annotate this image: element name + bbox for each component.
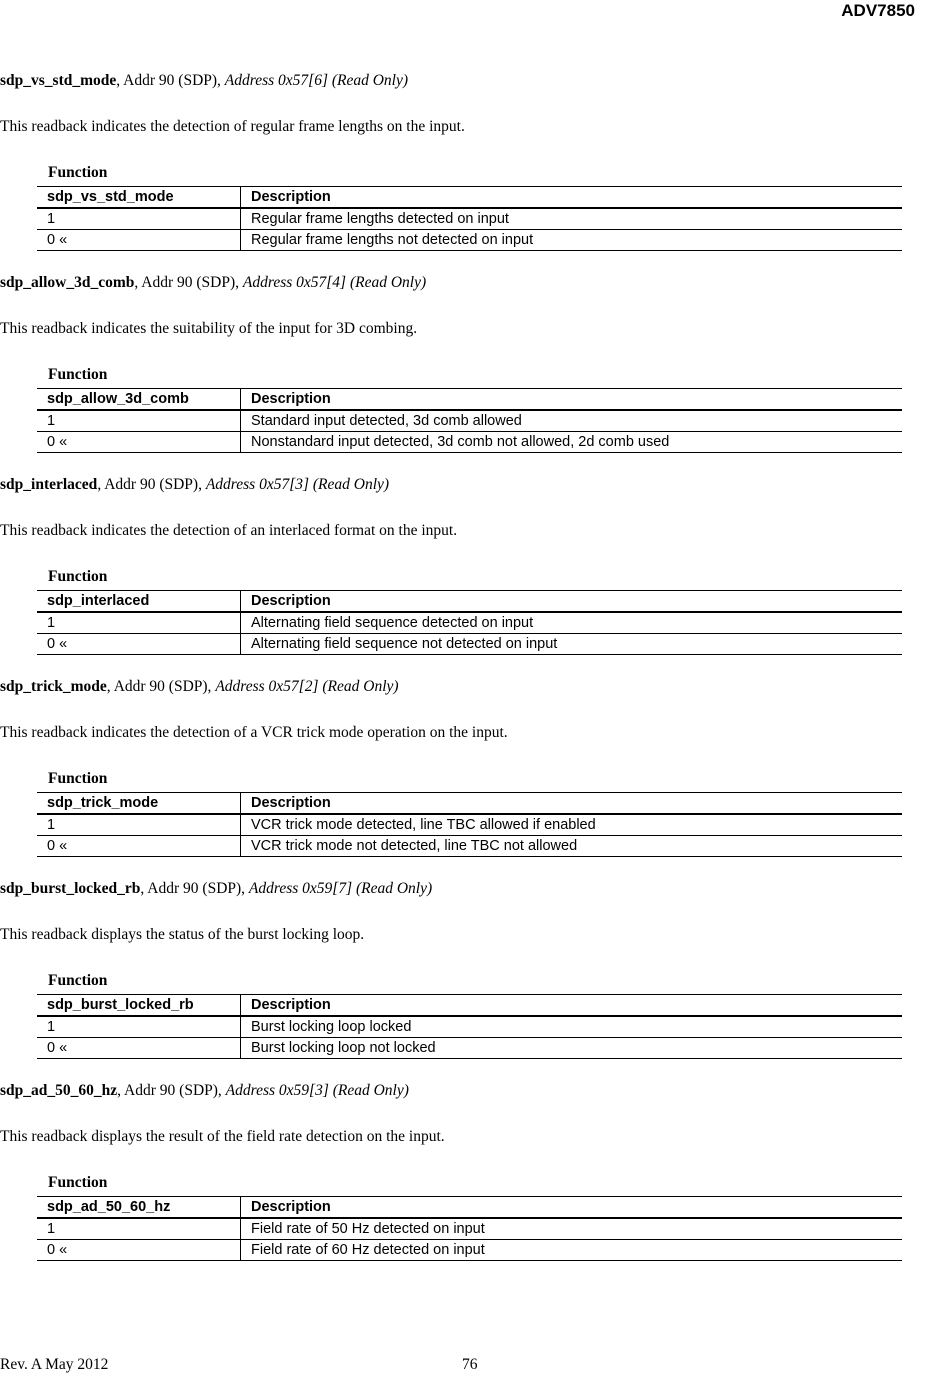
table-header-row: [37, 1197, 902, 1219]
table-row: [37, 1038, 902, 1059]
register-section: [0, 1080, 902, 1282]
function-label: Function: [48, 1174, 108, 1191]
row-value: 1: [37, 1218, 241, 1240]
register-description: This readback indicates the suitability of the input for 3D combing.: [0, 320, 418, 337]
register-name: sdp_ad_50_60_hz: [0, 1082, 118, 1099]
column-header-description: Description: [241, 1197, 903, 1219]
function-table: [37, 792, 902, 857]
row-description: VCR trick mode detected, line TBC allowed if enabled: [241, 814, 903, 836]
table-header-row: [37, 995, 902, 1017]
table-row: [37, 836, 902, 857]
register-description: This readback indicates the detection of regular frame lengths on the input.: [0, 118, 465, 135]
row-description: VCR trick mode not detected, line TBC not allowed: [241, 836, 903, 857]
table-row: [37, 410, 902, 432]
document-title: ADV7850: [841, 1, 915, 20]
function-table: [37, 186, 902, 251]
row-description: Regular frame lengths not detected on input: [241, 230, 903, 251]
table-row: [37, 432, 902, 453]
register-section: [0, 676, 902, 878]
row-value: 1: [37, 410, 241, 432]
register-description: This readback indicates the detection of an interlaced format on the input.: [0, 522, 458, 539]
row-value: 0 «: [37, 1038, 241, 1059]
column-header-description: Description: [241, 793, 903, 815]
table-row: [37, 814, 902, 836]
register-heading: [0, 474, 389, 496]
register-heading: [0, 878, 432, 900]
column-header-name: sdp_vs_std_mode: [37, 187, 241, 209]
row-description: Regular frame lengths detected on input: [241, 208, 903, 230]
register-section: [0, 474, 902, 676]
register-addr: , Addr 90 (SDP),: [116, 72, 225, 89]
function-label: Function: [48, 568, 108, 585]
row-description: Standard input detected, 3d comb allowed: [241, 410, 903, 432]
page-number: 76: [462, 1356, 478, 1373]
row-value: 0 «: [37, 230, 241, 251]
column-header-description: Description: [241, 389, 903, 411]
table-row: [37, 1016, 902, 1038]
table-row: [37, 1240, 902, 1261]
register-sections: [0, 70, 902, 1282]
column-header-description: Description: [241, 591, 903, 613]
row-value: 0 «: [37, 836, 241, 857]
register-name: sdp_allow_3d_comb: [0, 274, 135, 291]
function-table: [37, 590, 902, 655]
register-name: sdp_burst_locked_rb: [0, 880, 141, 897]
row-description: Burst locking loop locked: [241, 1016, 903, 1038]
row-description: Burst locking loop not locked: [241, 1038, 903, 1059]
function-label: Function: [48, 164, 108, 181]
register-addr: , Addr 90 (SDP),: [140, 880, 249, 897]
table-header-row: [37, 389, 902, 411]
column-header-name: sdp_interlaced: [37, 591, 241, 613]
function-label: Function: [48, 770, 108, 787]
table-row: [37, 230, 902, 251]
table-row: [37, 634, 902, 655]
table-header-row: [37, 591, 902, 613]
row-value: 1: [37, 814, 241, 836]
row-value: 0 «: [37, 634, 241, 655]
register-section: [0, 70, 902, 272]
column-header-name: sdp_allow_3d_comb: [37, 389, 241, 411]
register-heading: [0, 1080, 409, 1102]
table-row: [37, 1218, 902, 1240]
row-value: 1: [37, 1016, 241, 1038]
register-address: Address 0x57[2] (Read Only): [215, 678, 399, 695]
register-addr: , Addr 90 (SDP),: [134, 274, 243, 291]
register-address: Address 0x57[6] (Read Only): [224, 72, 409, 89]
register-section: [0, 272, 902, 474]
column-header-name: sdp_ad_50_60_hz: [37, 1197, 241, 1219]
row-value: 0 «: [37, 1240, 241, 1261]
column-header-description: Description: [241, 187, 903, 209]
register-heading: [0, 272, 426, 294]
register-heading: [0, 70, 408, 92]
register-heading: [0, 676, 399, 698]
function-label: Function: [48, 972, 108, 989]
register-section: [0, 878, 902, 1080]
row-description: Field rate of 50 Hz detected on input: [241, 1218, 903, 1240]
register-name: sdp_interlaced: [0, 476, 98, 493]
function-label: Function: [48, 366, 108, 383]
row-description: Alternating field sequence not detected on input: [241, 634, 903, 655]
register-addr: , Addr 90 (SDP),: [106, 678, 216, 695]
column-header-description: Description: [241, 995, 903, 1017]
row-description: Field rate of 60 Hz detected on input: [241, 1240, 903, 1261]
row-value: 1: [37, 612, 241, 634]
register-description: This readback indicates the detection of a VCR trick mode operation on the input.: [0, 724, 508, 741]
column-header-name: sdp_burst_locked_rb: [37, 995, 241, 1017]
column-header-name: sdp_trick_mode: [37, 793, 241, 815]
register-addr: , Addr 90 (SDP),: [97, 476, 206, 493]
table-row: [37, 208, 902, 230]
register-address: Address 0x59[7] (Read Only): [248, 880, 433, 897]
row-value: 1: [37, 208, 241, 230]
register-name: sdp_trick_mode: [0, 678, 107, 695]
table-header-row: [37, 793, 902, 815]
register-address: Address 0x59[3] (Read Only): [225, 1082, 409, 1099]
table-header-row: [37, 187, 902, 209]
register-address: Address 0x57[3] (Read Only): [205, 476, 390, 493]
table-row: [37, 612, 902, 634]
register-name: sdp_vs_std_mode: [0, 72, 117, 89]
revision-text: Rev. A May 2012: [0, 1356, 109, 1373]
row-description: Alternating field sequence detected on input: [241, 612, 903, 634]
function-table: [37, 994, 902, 1059]
row-value: 0 «: [37, 432, 241, 453]
register-description: This readback displays the status of the burst locking loop.: [0, 926, 365, 943]
function-table: [37, 1196, 902, 1261]
register-addr: , Addr 90 (SDP),: [117, 1082, 226, 1099]
register-description: This readback displays the result of the field rate detection on the input.: [0, 1128, 445, 1145]
register-address: Address 0x57[4] (Read Only): [242, 274, 427, 291]
function-table: [37, 388, 902, 453]
row-description: Nonstandard input detected, 3d comb not allowed, 2d comb used: [241, 432, 903, 453]
